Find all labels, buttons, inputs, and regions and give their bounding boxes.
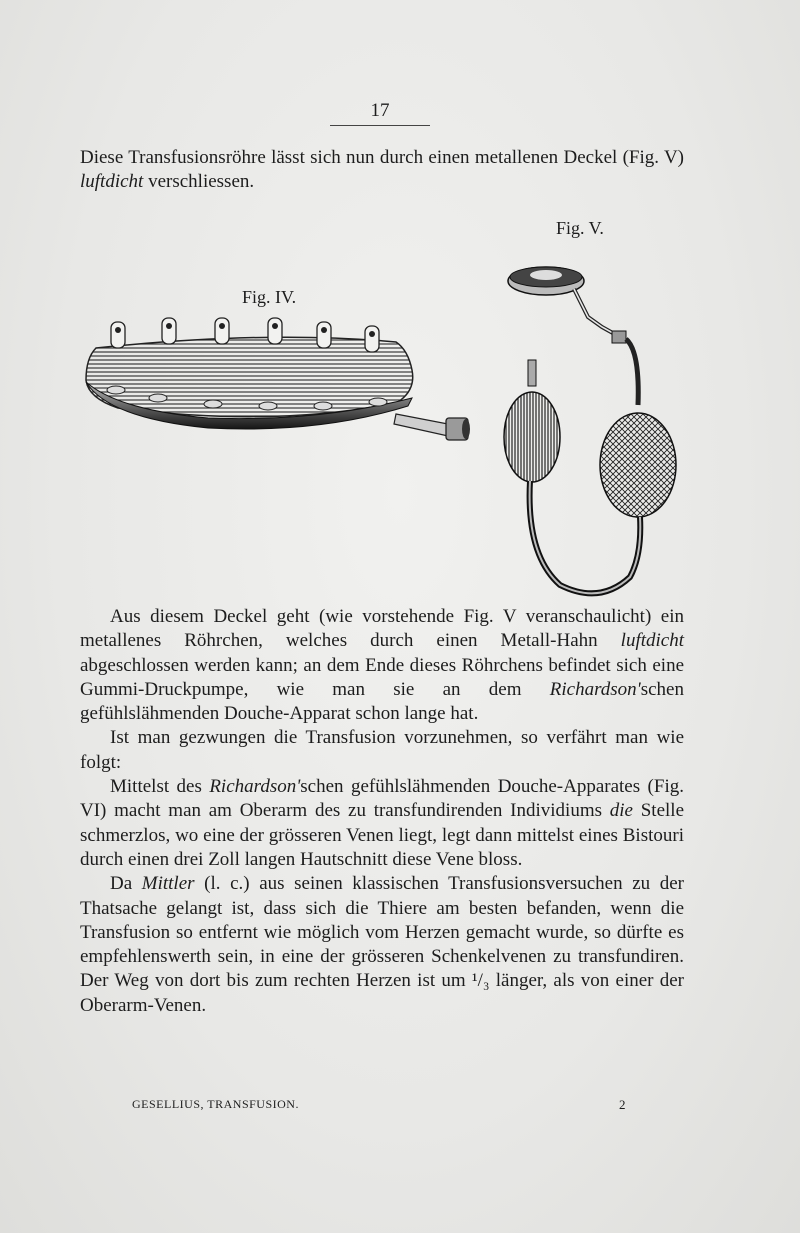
paragraph-3-run-1: Mittelst des [110, 776, 210, 798]
paragraph-3-run-4: die [609, 800, 633, 822]
figure-5-caption: Fig. V. [556, 218, 604, 238]
paragraph-4 [80, 872, 684, 1018]
paragraph-4-run-2: Mittler [141, 873, 195, 895]
paragraph-2-run-1: Ist man gezwungen die Transfusion vorzunehmen, so verfährt man wie folgt: [80, 727, 684, 773]
intro-text [80, 146, 684, 195]
intro-text-part-2: verschliessen. [143, 171, 255, 193]
figure-4-illustration [78, 310, 478, 450]
intro-paragraph [80, 146, 684, 195]
paragraph-1-run-1: Aus diesem Deckel geht (wie vorstehende Fig. V veranschaulicht) ein metallenes Röhrchen, welches durch einen Metall-Hahn [80, 606, 684, 652]
paragraph-1 [80, 605, 684, 726]
paragraph-4-run-3: (l. c.) aus seinen klassischen Transfusionsversuchen zu der Thatsache gelangt ist, dass sich die Thiere am besten befanden, wenn die Transfusion so entfernt wie möglich vom Herzen gemacht wurde, so dürfte es empfehlenswerth sein, in eine der grösseren Schenkelvenen zu transfundiren. Der Weg von dort bis zum rechten Herzen ist um ¹/₃ länger, als von einer der Oberarm-Venen. [80, 873, 684, 1016]
footer-sheet-number: 2 [619, 1097, 626, 1112]
paragraph-1-run-2: luftdicht [620, 630, 684, 652]
intro-italic-luftdicht: luftdicht [80, 171, 144, 193]
paragraph-3-run-5: Stelle schmerzlos, wo eine der grösseren Venen liegt, legt dann mittelst eines Bistouri durch einen drei Zoll langen Hautschnitt diese Vene bloss. [80, 800, 684, 870]
paragraph-1-run-5: schen gefühlslähmenden Douche-Apparat schon lange hat. [80, 678, 684, 725]
intro-text-part-1: Diese Transfusionsröhre lässt sich nun durch einen metallenen Deckel (Fig. V) [80, 147, 684, 168]
page-number: 17 [330, 100, 430, 126]
figure-4-caption: Fig. IV. [242, 287, 297, 307]
figure-5-illustration [490, 255, 690, 600]
paragraph-4-run-1: Da [110, 873, 142, 895]
paragraph-1-run-4: Richardson' [549, 678, 641, 700]
paragraph-1-run-3: abgeschlossen werden kann; an dem Ende dieses Röhrchens befindet sich eine Gummi-Druckpumpe, wie man sie an dem [80, 654, 684, 700]
paragraph-3-run-3: schen gefühlslähmenden Douche-Apparates (Fig. VI) macht man am Oberarm des zu transfundirenden Individiums [80, 776, 684, 822]
paragraph-3-run-2: Richardson' [209, 776, 301, 798]
footer-signature: GESELLIUS, TRANSFUSION. [132, 1097, 299, 1111]
body-text [80, 605, 684, 1018]
paragraph-3 [80, 775, 684, 872]
paragraph-2 [80, 726, 684, 775]
